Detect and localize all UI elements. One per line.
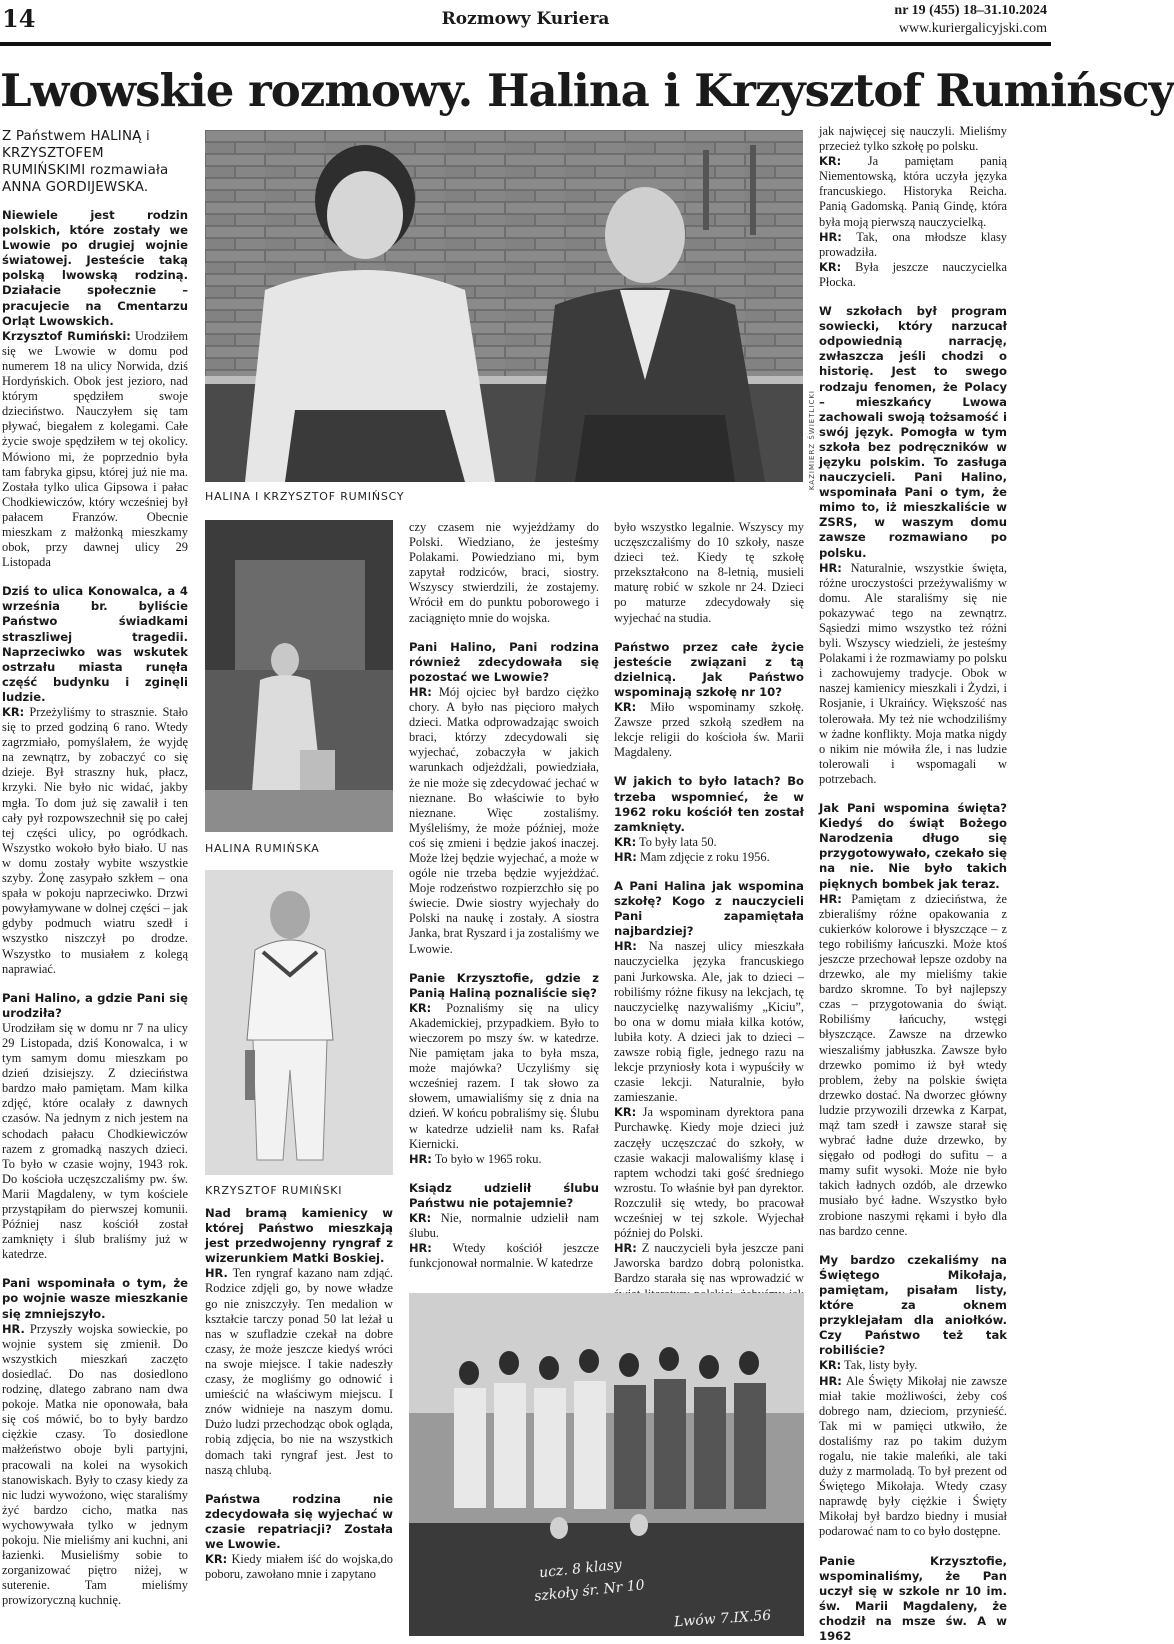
speaker-label: KR:: [614, 1105, 637, 1120]
answer-text: Przyszły wojska sowieckie, po wojnie system się zmienił. Do wszystkich mieszkań zaczęto dosiedlać. Do nas dosiedlono rodzinę, dlatego zabrano nam dwa pokoje. Matka nie oponowała, bała się coś mówić, bo to były bardzo ciężkie czasy. To dosiedlone małżeństwo oboje byli partyjni, pracowali na kolei na wysokich stanowiskach. Były to czasy kiedy za nic ludzi wywożono, więc staraliśmy żyć bardzo cicho, matka nas wychowywała tylko w jednym pokoju. Nie mieliśmy ani kuchni, ani łazienki. Musieliśmy sobie to zorganizować piętro niżej, w suterenie. Tam mieliśmy prowizoryczną kuchnię.: [2, 1321, 188, 1608]
answer-text: Ja pamiętam panią Niementowską, która uczyła języka francuskiego. Historyka Reicha. Panią Gadomską. Panią Gindę, która była moją pierwszą nauczycielką.: [819, 154, 1007, 229]
answer-text: Kiedy miałem iść do wojska,do poboru, zawołano mnie i zapytano: [205, 1552, 393, 1582]
interview-answer: [2, 705, 188, 977]
column-4: [614, 520, 804, 1317]
answer-text: Urodziłam się w domu nr 7 na ulicy 29 Listopada, dziś Konowalca, i w tym samym domu mieszkam po dzień dzisiejszy. Z dzieciństwa bardzo mało pamiętam. Mam kilka zdjęć, które ocalały z dawnych czasów. Na jednym z nich jestem na schodach pałacu Chodkiewiczów razem z gromadką naszych dzieci. To było w czasie wojny, 1943 rok. Do kościoła uczęszczaliśmy pw. św. Marii Magdaleny, w tym kościele przystąpiłam do pierwszej komunii. Później nasz kościół został zamknięty i ślub braliśmy już w katedrze.: [2, 1020, 188, 1262]
answer-text: Pamiętam z dzieciństwa, że zbieraliśmy różne opakowania z cukierków kolorowe i błyszczące – z tego robiliśmy łańcuszki. Może ktoś jeszcze przechował lepsze ozdoby na drzewko, ale my mieliśmy takie bardzo skromne. To był najlepszy czas – przygotowania do świąt. Robiliśmy łańcuchy, wstęgi błyszczące. Zawsze na drzewko wieszaliśmy jabłuszka. Zawsze było drzewko pomimo iż był wtedy problem, żeby na polskie święta drzewko dostać. Na dworzec główny ludzie przywozili drzewka z Karpat, mąż tam szedł i zawsze starał się wybrać ładne duże drzewko, by sięgało od podłogi do sufitu – a mamy sufit wysoki. Może nie było takich ładnych ozdób, ale drzewko musiało być ładne. Wszystko było zrobione naszymi rękami i było dla nas bardzo cenne.: [819, 891, 1007, 1238]
speaker-label: KR:: [2, 705, 25, 719]
interview-answer: [409, 1152, 599, 1167]
answer-text: Ja wspominam dyrektora pana Purchawkę. Kiedy moje dzieci już zaczęły uczęszczać do szkoły, w czasie wakacji malowaliśmy klasę i raptem wchodzi taki gość średniego wzrostu. To właśnie był pan dyrektor. Rozczulił się wtedy, bo pracował wcześniej w tej szkole. Wyjechał później do Polski.: [614, 1105, 804, 1241]
interview-answer: [819, 124, 1007, 154]
interviewer-question: Jak Pani wspomina święta? Kiedyś do świąt Bożego Narodzenia długo się przygotowywało, czekało się na nie. Nie było takich pięknych bombek jak teraz.: [819, 801, 1007, 891]
group-photo-inscription-3: Lwów 7.IX.56: [673, 1607, 772, 1631]
krzysztof-photo-caption: KRZYSZTOF RUMIŃSKI: [205, 1184, 343, 1197]
answer-text: Mam zdjęcie z roku 1956.: [636, 849, 770, 864]
speaker-label: HR:: [819, 891, 842, 906]
interviewer-question: My bardzo czekaliśmy na Świętego Mikołaja, pamiętam, pisałam listy, które za oknem przyklejałam dla aniołków. Czy Państwo też tak robiliście?: [819, 1252, 1007, 1358]
interview-answer: [2, 1322, 188, 1609]
group-photo: [409, 1293, 804, 1636]
speaker-label: HR:: [409, 684, 432, 699]
column-2: [205, 1206, 393, 1582]
column-3: [409, 520, 599, 1271]
interview-answer: [2, 1021, 188, 1263]
section-name: Rozmowy Kuriera: [441, 9, 610, 29]
interview-answer: [409, 1241, 599, 1271]
interview-answer: [409, 520, 599, 626]
answer-text: było wszystko legalnie. Wszyscy my uczęszczaliśmy do 10 szkoły, nasze dzieci też. Kiedy tę szkołę przekształcono na 8-letnią, musieli maturę robić w szkole nr 24. Dzieci po maturze zdecydowały się wyjechać na studia.: [614, 520, 804, 625]
speaker-label: KR:: [819, 259, 842, 274]
interview-answer: [2, 329, 188, 571]
interview-answer: [614, 1105, 804, 1241]
interviewer-question: W szkołach był program sowiecki, który narzucał odpowiednią narrację, zwłaszcza jeśli chodzi o historię. Jest to swego rodzaju fenomen, że Polacy – mieszkańcy Lwowa zachowali swoją tożsamość i swój język. Pomogła w tym szkoła bez podręczników w języku polskim. To zasługa nauczycieli. Pani Halino, wspominała Pani o tym, że mimo to, iż mieszkaliście w ZSRS, w waszym domu zawsze rozmawiano po polsku.: [819, 304, 1007, 560]
interview-answer: [614, 700, 804, 760]
header-divider: [0, 42, 1051, 46]
website-link[interactable]: www.kuriergalicyjski.com: [898, 21, 1047, 36]
speaker-label: HR.: [205, 1266, 228, 1281]
krzysztof-photo: [205, 870, 393, 1175]
answer-text: Tak, listy były.: [841, 1358, 918, 1373]
interview-answer: [819, 1374, 1007, 1540]
column-5: [819, 124, 1007, 1644]
group-photo-inscription-1: ucz. 8 klasy: [538, 1556, 623, 1582]
speaker-label: HR:: [819, 229, 842, 244]
halina-photo: [205, 520, 393, 832]
interviewer-question: Dziś to ulica Konowalca, a 4 września br. byliście Państwo świadkami straszliwej tragedii. Naprzeciwko was wskutek ostrzału miasta runęła część budynku i zginęli ludzie.: [2, 584, 188, 704]
interview-answer: [205, 1552, 393, 1582]
issue-number: nr 19 (455) 18–31.10.2024: [894, 3, 1047, 18]
interviewer-question: W jakich to było latach? Bo trzeba wspomnieć, że w 1962 roku kościół ten został zamknięty.: [614, 774, 804, 834]
answer-text: Ale Święty Mikołaj nie zawsze miał takie możliwości, żeby coś dobrego nam, dzieciom, przynieść. Tak mi w pamięci utkwiło, że dostaliśmy raz po takim dużym rogalu, nie takie maleńki, ale taki duży z marmoladą. To był prezent od Świętego Mikołaja. Wtedy czasy naprawdę były ciężkie i Święty Mikołaj był bardzo biedny i musiał podarować nam to co było dostępne.: [819, 1373, 1007, 1539]
interview-answer: [819, 260, 1007, 290]
interviewer-question: Państwo przez całe życie jesteście związani z tą dzielnicą. Jak Państwo wspominają szkołę nr 10?: [614, 639, 804, 699]
interview-answer: [409, 1001, 599, 1152]
page-number: 14: [2, 4, 36, 33]
answer-text: czy czasem nie wyjeżdżamy do Polski. Wiedziano, że jesteśmy Polakami. Powiedziano mi, bym zapytał rodziców, braci, siostry. Wszyscy stwierdzili, że zostajemy. Wrócił em do punktu poborowego i zaciągnięto mnie do wojska.: [409, 520, 599, 625]
answer-text: Była jeszcze nauczycielka Płocka.: [819, 259, 1007, 289]
answer-text: Z nauczycieli była jeszcze pani Jaworska bardzo dobrą polonistka. Bardzo starała się nas wprowadzić w: [614, 1241, 804, 1286]
interviewer-question: Pani Halino, Pani rodzina również zdecydowała się pozostać we Lwowie?: [409, 639, 599, 684]
answer-text: Ten ryngraf kazano nam zdjąć. Rodzice zdjęli go, by nowe władze go nie zniszczyły. Ten medalion w kształcie tarczy ponad 50 lat leżał u nas w szufladzie czekał na dobre czasy, że może jeszcze kiedyś wróci na swoje miejsce. I takie nadeszły czasy, że mogliśmy go odnowić i umieścić na właściwym miejscu. I znów widnieje na naszym domu. Dużo ludzi przechodząc obok ogląda, robią zdjęcia, bo nie na wszystkich domach taki ryngraf jest. Jest to naszą chlubą.: [205, 1266, 393, 1477]
article-intro: Z Państwem HALINĄ i KRZYSZTOFEM RUMIŃSKIMI rozmawiała ANNA GORDIJEWSKA.: [2, 129, 169, 195]
answer-text: To było w 1965 roku.: [431, 1151, 542, 1166]
speaker-label: KR:: [819, 1358, 842, 1373]
answer-text: Mój ojciec był bardzo ciężko chory. A było nas pięcioro małych dzieci. Matka odprowadzając swoich braci, którzy zdecydowali się wyjechać, zobaczyła w jakich warunkach odjeżdżali, powiedziała, że nie może się zdecydować jechać w nieznane. Bo właściwie to było nieznane. Więc zostaliśmy. Myśleliśmy, że może później, może coś się zmieni i będzie jakoś inaczej. Może lżej będzie wyjechać, a może w ogóle nie trzeba będzie wyjeżdżać. Moje rodzeństwo rozpierzchło się po świecie. Dwie siostry wyjechały do Polski na naukę i zostały. A siostra Janka, brat Ryszard i ja zostaliśmy we Lwowie.: [409, 684, 599, 956]
interview-answer: [819, 1358, 1007, 1373]
interviewer-question: Państwa rodzina nie zdecydowała się wyjechać w czasie repatriacji? Została we Lwowie.: [205, 1491, 393, 1551]
answer-text: Wtedy kościół jeszcze funkcjonował normalnie. W katedrze: [409, 1241, 599, 1271]
speaker-label: KR:: [614, 834, 637, 849]
speaker-label: HR.: [2, 1321, 25, 1336]
speaker-label: HR:: [819, 560, 842, 575]
speaker-label: Krzysztof Rumiński:: [2, 328, 131, 343]
speaker-label: HR:: [614, 1241, 637, 1256]
interview-answer: [409, 685, 599, 957]
answer-text: Naturalnie, wszystkie święta, różne uroczystości przeżywaliśmy w domu. Ale staraliśmy się nie pokazywać tego na zewnątrz. Sąsiedzi mimo wszystko też różni byli. Wszyscy wiedzieli, że jesteśmy Polakami i że rozmawiamy po polsku i zachowujemy tradycje. Obok w naszej kamienicy mieszkali i Żydzi, i Rosjanie, i Ukraińcy. Większość nas tolerowała. My też nie wchodziliśmy w żadne konflikty. Moja matka nigdy o nikim nie mówiła źle, i nas ludzie tolerowali i wspomagali w potrzebach.: [819, 560, 1007, 786]
answer-text: Urodziłem się we Lwowie w domu pod numerem 18 na ulicy Norwida, dziś Hordyńskich. Obok jest jezioro, nad którym spędziłem swoje dzieciństwo. Nauczyłem się tam pływać, biegałem z kolegami. Całe życie swoje spędziłem w tej okolicy. Mówiono mi, że poprzednio była tam fabryka gipsu, której już nie ma. Została tylko ulica Gipsowa i pałac Chodkiewiczów, który wcześniej był pałacem Franzów. Obecnie mieszkam z małżonką mieszkamy obok, przy dawnej ulicy 29 Listopada: [2, 328, 188, 570]
speaker-label: KR:: [819, 154, 842, 169]
speaker-label: HR:: [819, 1373, 842, 1388]
issue-info: [894, 2, 1047, 38]
interviewer-question: Panie Krzysztofie, wspominaliśmy, że Pan uczył się w szkole nr 10 im. św. Marii Magdaleny, że chodził na msze św. A w 1962: [819, 1553, 1007, 1643]
interviewer-question: Nad bramą kamienicy w której Państwo mieszkają jest przedwojenny ryngraf z wizerunkiem Matki Boskiej.: [205, 1206, 393, 1266]
speaker-label: HR:: [409, 1151, 432, 1166]
interview-answer: [614, 835, 804, 850]
krzysztof-photo-image: [205, 870, 393, 1175]
column-1: [2, 128, 188, 1608]
main-photo: [205, 130, 803, 482]
interviewer-question: Ksiądz udzielił ślubu Państwu nie potajemnie?: [409, 1180, 599, 1210]
interviewer-question: Niewiele jest rodzin polskich, które zostały we Lwowie po drugiej wojnie światowej. Jesteście taką polską lwowską rodziną. Działacie społecznie – pracujecie na Cmentarzu Orląt Lwowskich.: [2, 208, 188, 328]
interview-answer: [614, 939, 804, 1105]
speaker-label: HR:: [409, 1241, 432, 1256]
interviewer-question: Pani wspominała o tym, że po wojnie wasze mieszkanie się zmniejszyło.: [2, 1276, 188, 1321]
main-photo-caption: HALINA I KRZYSZTOF RUMIŃSCY: [205, 490, 405, 503]
interview-answer: [614, 520, 804, 626]
main-photo-image: [205, 130, 803, 482]
speaker-label: KR:: [614, 700, 637, 715]
speaker-label: KR:: [205, 1552, 228, 1567]
answer-text: jak najwięcej się nauczyli. Mieliśmy przecież tylko szkołę po polsku.: [819, 124, 1007, 154]
interview-answer: [205, 1266, 393, 1477]
answer-text: Miło wspominamy szkołę. Zawsze przed szkołą szedłem na lekcje religii do kościoła św. Marii Magdaleny.: [614, 700, 804, 760]
interview-answer: [819, 230, 1007, 260]
answer-text: Nie, normalnie udzielił nam ślubu.: [409, 1211, 599, 1241]
interview-answer: [819, 561, 1007, 787]
interviewer-question: Pani Halino, a gdzie Pani się urodziła?: [2, 990, 188, 1020]
answer-text: Na naszej ulicy mieszkała nauczycielka języka francuskiego pani Jurkowska. Ale, jak to dzieci – robiliśmy różne fikusy na lekcjach, tę nauczycielkę nazywaliśmy „Kiciu”, bo ona w domu miała kilka kotów, lubiła koty. A dzieci jak to dzieci – zawsze robią figle, jednego razu na lekcje przyniosły kota i wypuściły w czasie lekcji. Naturalnie, było zamieszanie.: [614, 939, 804, 1105]
answer-text: Przeżyliśmy to strasznie. Stało się to przed godziną 6 rano. Wtedy zagrzmiało, pomyślałem, że wyjdę na zewnątrz, by zobaczyć co się dzieje. Był straszny huk, płacz, krzyki. Nie było nic widać, jakby mgła. To dom już się zawalił i ten cały pył rozpowszechnił się po całej tej części ulicy, po ogródkach. Wszystko wokoło było biało. U nas w domu zostały wybite wszystkie szyby. Żonę zasypało szkłem – ona spała w pokoju naprzeciwko. Drzwi powyłamywane w dolnej części – jak gdyby podmuch wiatru szedł i wszystko niszczył po drodze. Wszystko to musiałem z kolegą naprawiać.: [2, 705, 188, 976]
interviewer-question: A Pani Halina jak wspomina szkołę? Kogo z nauczycieli Pani zapamiętała najbardziej?: [614, 878, 804, 939]
interviewer-question: Panie Krzysztofie, gdzie z Panią Haliną poznaliście się?: [409, 970, 599, 1000]
interview-answer: [614, 850, 804, 865]
speaker-label: KR:: [409, 1000, 432, 1015]
halina-photo-caption: HALINA RUMIŃSKA: [205, 842, 320, 855]
interview-answer: [409, 1211, 599, 1241]
answer-text: Tak, ona młodsze klasy prowadziła.: [819, 229, 1007, 259]
answer-text: Poznaliśmy się na ulicy Akademickiej, przypadkiem. Było to wieczorem po mszy św. w katedrze. Nie pamiętam jaka to była msza, może majówka? Uczyliśmy się wcześniej razem. I tak słowo za słowem, umawialiśmy się z dnia na dzień. W końcu pobraliśmy się. Ślubu w katedrze udzielił nam ks. Rafał Kiernicki.: [409, 1000, 599, 1151]
speaker-label: HR:: [614, 939, 637, 954]
answer-text: To były lata 50.: [636, 834, 717, 849]
article-title: Lwowskie rozmowy. Halina i Krzysztof Rumińscy: [0, 64, 1174, 117]
interview-answer: [819, 892, 1007, 1239]
halina-photo-image: [205, 520, 393, 832]
speaker-label: HR:: [614, 849, 637, 864]
photo-credit: KAZIMIERZ ŚWIETLICKI: [808, 390, 816, 491]
interview-answer: [819, 154, 1007, 229]
group-photo-inscription-2: szkoły śr. Nr 10: [533, 1577, 646, 1605]
speaker-label: KR:: [409, 1211, 432, 1226]
